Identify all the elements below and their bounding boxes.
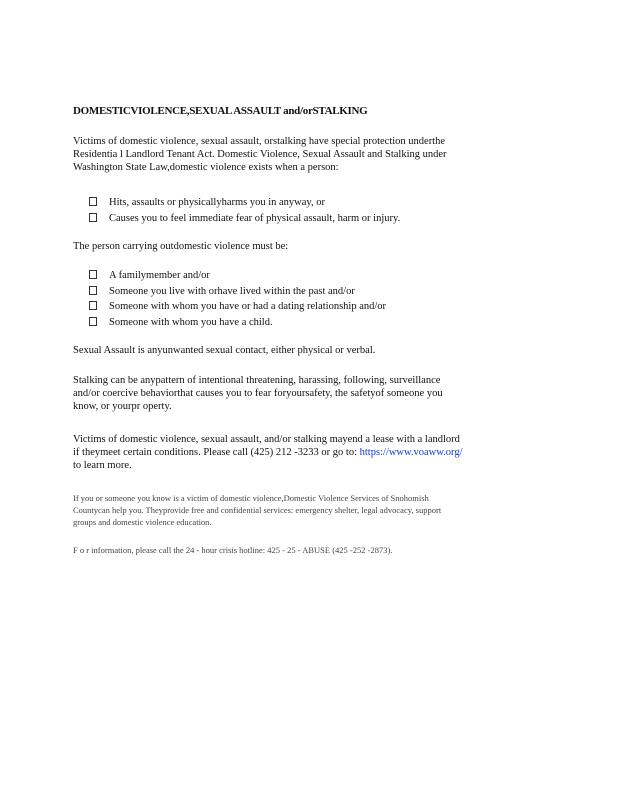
checkbox-bullet-icon	[89, 301, 97, 310]
lease-line: if theymeet certain conditions. Please call (425) 212 -3233 or go to: https://www.voaww.org/	[73, 447, 463, 458]
stalking-definition	[73, 374, 533, 413]
lease-line: Victims of domestic violence, sexual assault, and/or stalking mayend a lease with a landlord	[73, 434, 460, 445]
services-line: If you or someone you know is a victim of domestic violence,Domestic Violence Services of Snohomish	[73, 493, 429, 503]
list-item: Causes you to feel immediate fear of physical assault, harm or injury.	[89, 211, 400, 227]
intro-paragraph	[73, 135, 533, 174]
lease-line: to learn more.	[73, 460, 132, 471]
lease-paragraph	[73, 433, 533, 472]
voaww-link[interactable]: https://www.voaww.org/	[359, 447, 463, 458]
checkbox-bullet-icon	[89, 197, 97, 206]
services-line: groups and domestic violence education.	[73, 517, 212, 527]
sexual-assault-definition: Sexual Assault is anyunwanted sexual contact, either physical or verbal.	[73, 345, 376, 356]
checkbox-bullet-icon	[89, 270, 97, 279]
document-title: DOMESTICVIOLENCE,SEXUAL ASSAULT and/orSTALKING	[73, 105, 368, 117]
list-item: Hits, assaults or physicallyharms you in anyway, or	[89, 195, 400, 211]
checkbox-bullet-icon	[89, 317, 97, 326]
intro-line: Victims of domestic violence, sexual assault, orstalking have special protection underthe	[73, 136, 446, 147]
list-item: Someone with whom you have a child.	[89, 315, 386, 331]
stalking-line: and/or coercive behaviorthat causes you to fear foryoursafety, the safetyof someone you	[73, 388, 443, 399]
list-item: Someone you live with orhave lived within the past and/or	[89, 284, 386, 300]
list-item: A familymember and/or	[89, 268, 386, 284]
checkbox-bullet-icon	[89, 286, 97, 295]
stalking-line: Stalking can be anypattern of intentional threatening, harassing, following, surveillance	[73, 375, 441, 386]
stalking-line: know, or yourpr operty.	[73, 401, 172, 412]
conditions-list	[89, 195, 400, 226]
hotline-paragraph: F o r information, please call the 24 - hour crisis hotline: 425 - 25 - ABUSE (425 -252 -2873).	[73, 545, 393, 555]
services-paragraph	[73, 492, 533, 528]
intro-line: Residentia l Landlord Tenant Act. Domestic Violence, Sexual Assault and Stalking under	[73, 149, 447, 160]
list-item: Someone with whom you have or had a dating relationship and/or	[89, 299, 386, 315]
perpetrator-intro: The person carrying outdomestic violence must be:	[73, 241, 289, 252]
checkbox-bullet-icon	[89, 213, 97, 222]
intro-line: Washington State Law,domestic violence exists when a person:	[73, 162, 339, 173]
relationships-list	[89, 268, 386, 330]
services-line: Countycan help you. Theyprovide free and confidential services: emergency shelter, legal advocacy, support	[73, 505, 442, 515]
